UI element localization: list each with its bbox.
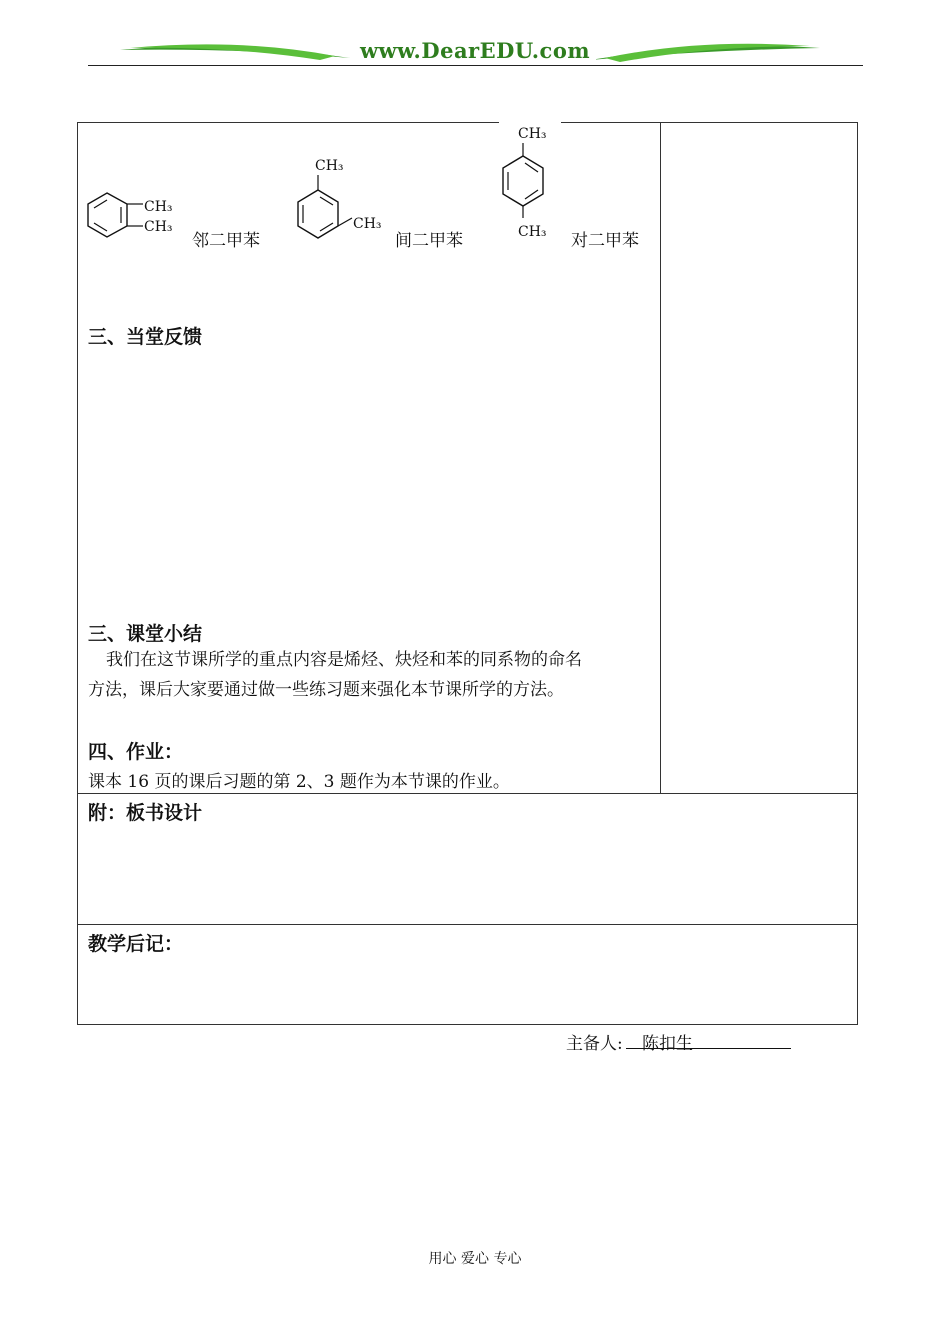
para-xylene-label: 对二甲苯 [571,231,639,251]
ortho-methyl-2: CH₃ [144,219,173,235]
ortho-xylene-structure [85,185,185,255]
site-banner-text: www.DearEDU.com [0,38,950,63]
notes-column-cell [660,122,858,794]
postscript-cell [77,924,858,1025]
preparer-name: 陈扣生 [642,1034,693,1054]
para-methyl-1: CH₃ [518,126,547,142]
preparer-label: 主备人: [566,1034,623,1054]
homework-text: 课本 16 页的课后习题的第 2、3 题作为本节课的作业。 [88,772,510,792]
feedback-heading: 三、当堂反馈 [88,326,203,348]
summary-heading: 三、课堂小结 [88,623,203,645]
summary-paragraph-line-2: 方法，课后大家要通过做一些练习题来强化本节课所学的方法。 [88,680,564,700]
homework-heading: 四、作业： [88,741,184,763]
para-methyl-2: CH₃ [518,224,547,240]
ortho-methyl-1: CH₃ [144,199,173,215]
footer-motto: 用心 爱心 专心 [428,1251,522,1267]
summary-paragraph-line-1: 我们在这节课所学的重点内容是烯烃、炔烃和苯的同系物的命名 [106,650,582,670]
postscript-heading: 教学后记： [88,933,184,955]
ortho-xylene-label: 邻二甲苯 [192,231,260,251]
para-xylene-structure [495,118,575,243]
meta-methyl-2: CH₃ [353,216,382,232]
header-divider [88,65,863,66]
meta-methyl-1: CH₃ [315,158,344,174]
meta-xylene-structure [290,150,400,245]
board-design-heading: 附：板书设计 [88,802,203,824]
meta-xylene-label: 间二甲苯 [395,231,463,251]
